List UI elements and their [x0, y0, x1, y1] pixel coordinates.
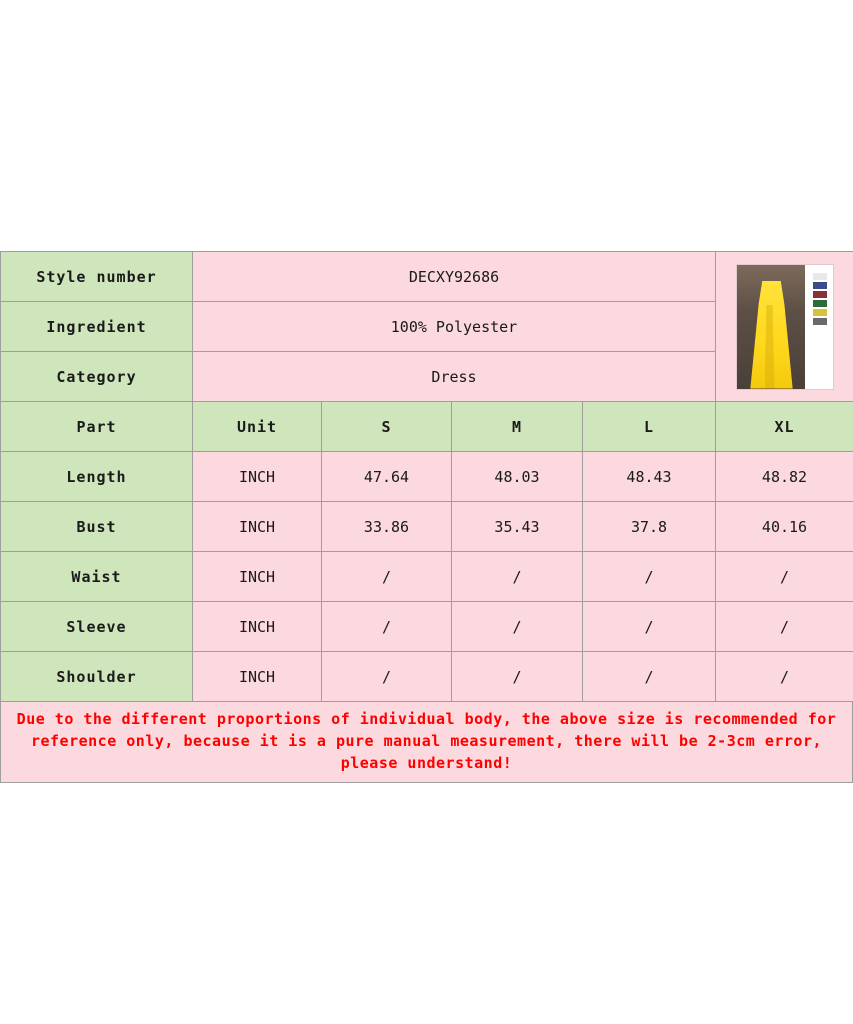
- color-swatch: [813, 291, 827, 298]
- color-swatch: [813, 273, 827, 280]
- column-header-unit: Unit: [193, 402, 322, 452]
- cell-shoulder-s: /: [322, 652, 452, 702]
- column-header-m: M: [452, 402, 583, 452]
- cell-sleeve-xl: /: [716, 602, 853, 652]
- cell-waist-l: /: [583, 552, 716, 602]
- row-label-category: Category: [1, 352, 193, 402]
- table-header-row: [1, 402, 853, 452]
- color-swatch: [813, 318, 827, 325]
- table-row: [1, 552, 853, 602]
- cell-shoulder-l: /: [583, 652, 716, 702]
- cell-bust-xl: 40.16: [716, 502, 853, 552]
- cell-waist-m: /: [452, 552, 583, 602]
- product-photo: [737, 265, 805, 389]
- cell-length-l: 48.43: [583, 452, 716, 502]
- cell-waist-xl: /: [716, 552, 853, 602]
- measurement-disclaimer: Due to the different proportions of individual body, the above size is recommended for reference only, because it is a pure manual measurement, there will be 2-3cm error, please understand!: [0, 702, 853, 783]
- row-value-ingredient: 100% Polyester: [193, 302, 716, 352]
- cell-length-s: 47.64: [322, 452, 452, 502]
- color-swatch: [813, 309, 827, 316]
- color-swatch: [813, 300, 827, 307]
- cell-waist-unit: INCH: [193, 552, 322, 602]
- cell-sleeve-m: /: [452, 602, 583, 652]
- row-label-sleeve: Sleeve: [1, 602, 193, 652]
- cell-sleeve-unit: INCH: [193, 602, 322, 652]
- column-header-l: L: [583, 402, 716, 452]
- table-row: [1, 502, 853, 552]
- product-thumbnail-cell: [716, 252, 853, 402]
- cell-bust-l: 37.8: [583, 502, 716, 552]
- cell-length-xl: 48.82: [716, 452, 853, 502]
- cell-sleeve-l: /: [583, 602, 716, 652]
- row-label-waist: Waist: [1, 552, 193, 602]
- cell-length-unit: INCH: [193, 452, 322, 502]
- table-row: [1, 602, 853, 652]
- row-value-category: Dress: [193, 352, 716, 402]
- size-chart-sheet: [0, 251, 853, 783]
- row-label-ingredient: Ingredient: [1, 302, 193, 352]
- product-thumbnail: [736, 264, 834, 390]
- column-header-s: S: [322, 402, 452, 452]
- row-label-style-number: Style number: [1, 252, 193, 302]
- color-swatch: [813, 282, 827, 289]
- table-row-style-number: [1, 252, 853, 302]
- cell-shoulder-xl: /: [716, 652, 853, 702]
- table-row: [1, 652, 853, 702]
- table-row: [1, 452, 853, 502]
- row-value-style-number: DECXY92686: [193, 252, 716, 302]
- cell-length-m: 48.03: [452, 452, 583, 502]
- cell-bust-s: 33.86: [322, 502, 452, 552]
- cell-bust-m: 35.43: [452, 502, 583, 552]
- column-header-xl: XL: [716, 402, 853, 452]
- row-label-bust: Bust: [1, 502, 193, 552]
- cell-shoulder-m: /: [452, 652, 583, 702]
- cell-sleeve-s: /: [322, 602, 452, 652]
- size-chart-table: [0, 251, 853, 702]
- cell-shoulder-unit: INCH: [193, 652, 322, 702]
- row-label-length: Length: [1, 452, 193, 502]
- row-label-shoulder: Shoulder: [1, 652, 193, 702]
- column-header-part: Part: [1, 402, 193, 452]
- color-swatch-list: [813, 273, 827, 327]
- cell-bust-unit: INCH: [193, 502, 322, 552]
- cell-waist-s: /: [322, 552, 452, 602]
